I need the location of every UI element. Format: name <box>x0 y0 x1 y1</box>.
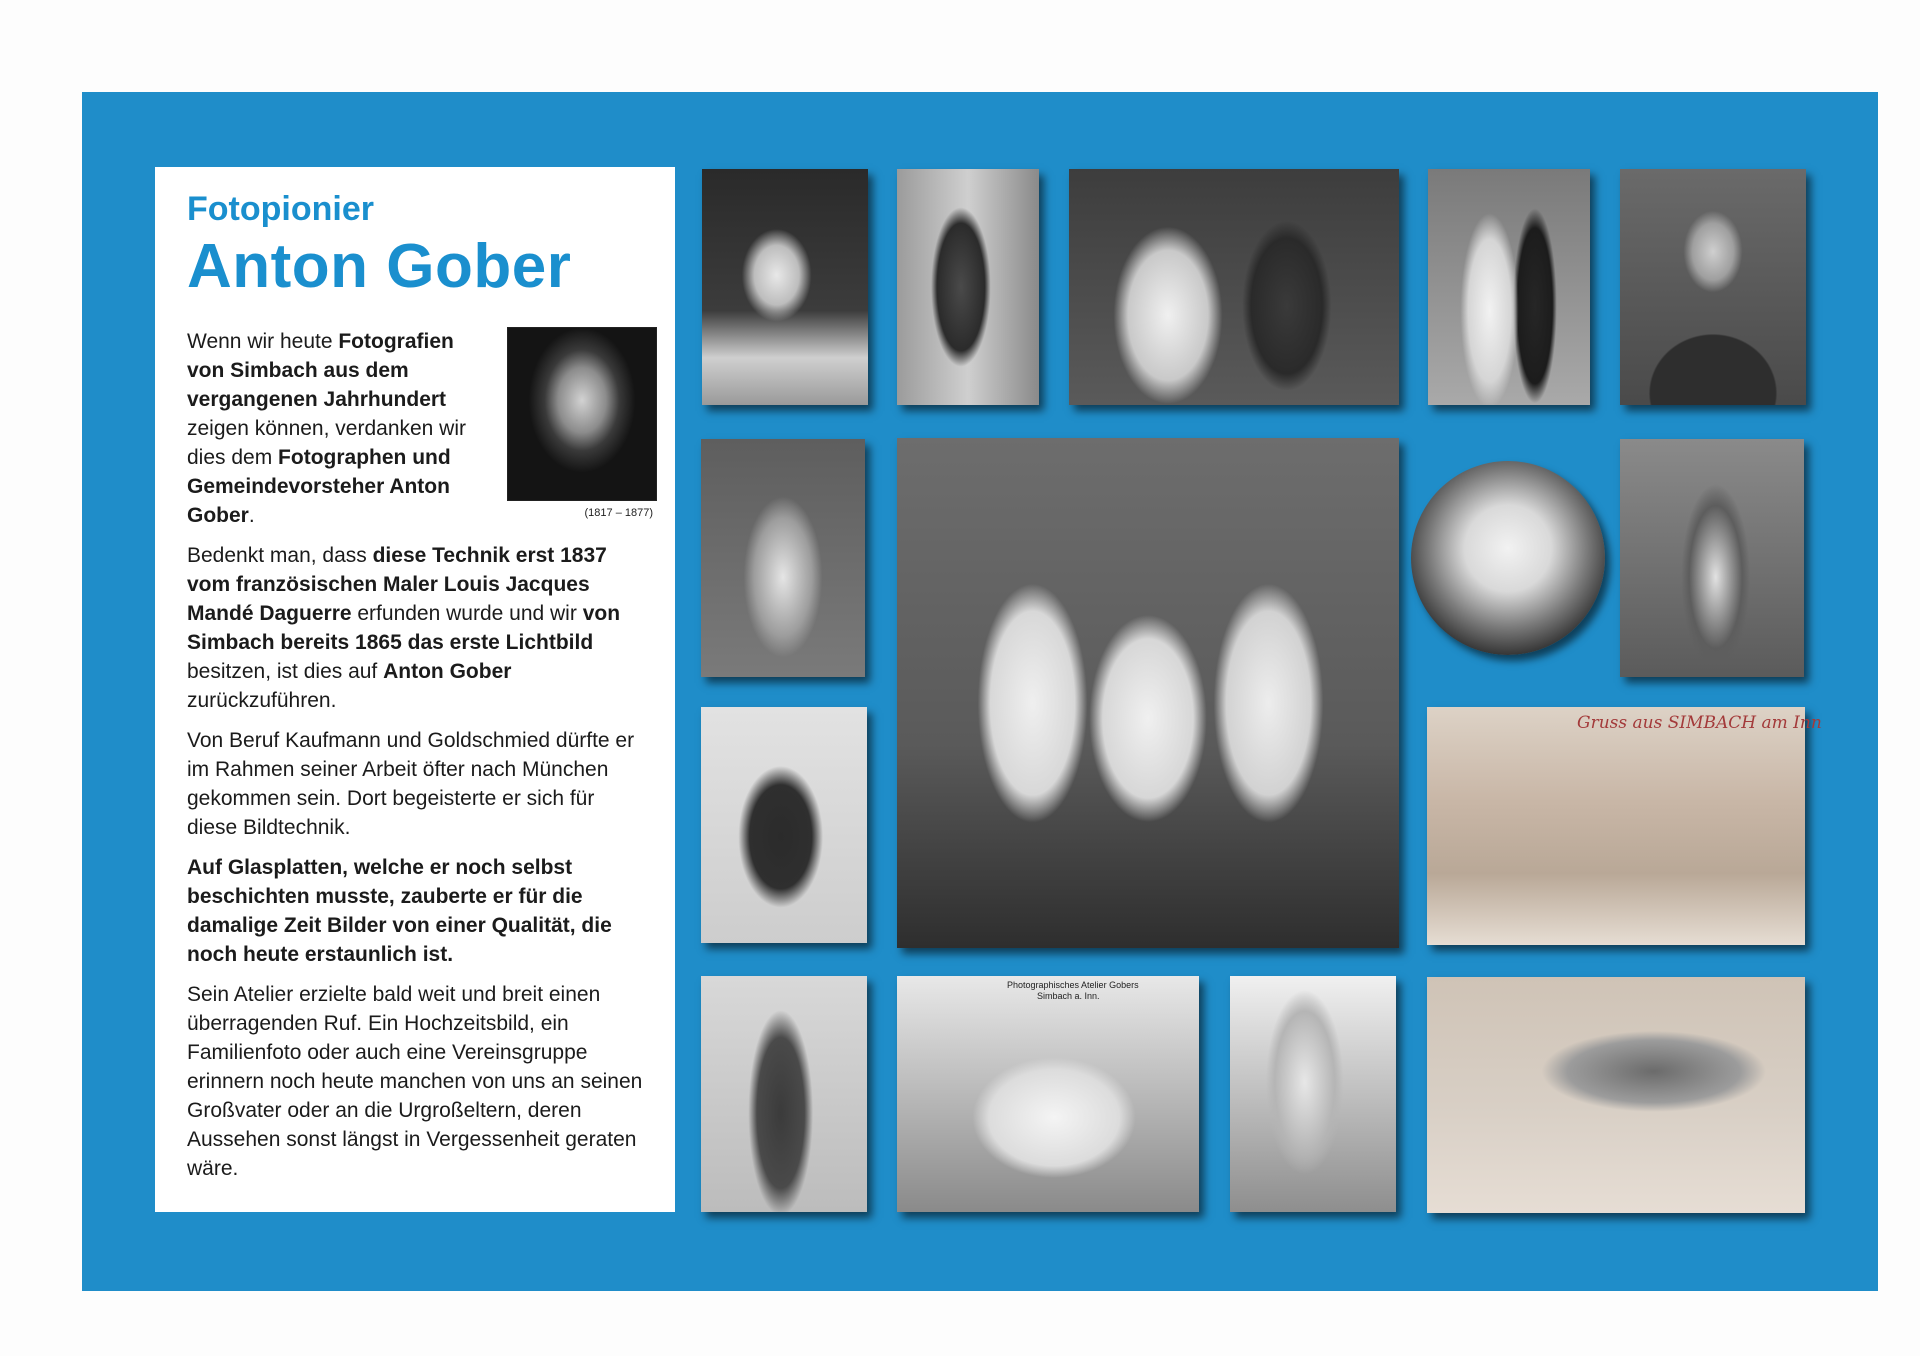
text-run: zeigen können, verdanken wir dies dem <box>187 417 467 470</box>
text-run: . <box>248 504 255 528</box>
paragraph-4 <box>187 853 645 969</box>
text-run: Bedenkt man, dass <box>187 544 373 568</box>
photo-girl-communion-round <box>1411 461 1605 655</box>
photo-seated-couple <box>1069 169 1399 405</box>
photo-two-girls <box>701 707 867 943</box>
text-run: zurückzuführen. <box>187 689 337 713</box>
text-run: Von Beruf Kaufmann und Goldschmied dürfte er im Rahmen seiner Arbeit öfter nach München gekommen sein. Dort begeisterte er sich für diese Bildtechnik. <box>187 729 635 840</box>
intro-section <box>187 327 653 530</box>
text-run: Wenn wir heute <box>187 330 339 354</box>
photo-woman-traditional-dress-seated <box>701 439 865 677</box>
photo-woman-traditional-costume-standing <box>1620 439 1804 677</box>
postcard-gruss-aus-simbach <box>1427 707 1822 945</box>
bold-text-run: Auf Glasplatten, welche er noch selbst beschichten musste, zauberte er für die damalige Zeit Bilder von einer Qualität, die noch heute erstaunlich ist. <box>187 856 612 967</box>
blue-board <box>82 92 1878 1291</box>
paragraph-3 <box>187 726 645 842</box>
postcard-station-still-life <box>1427 977 1805 1213</box>
text-panel <box>155 167 675 1212</box>
photo-atelier-building <box>897 976 1199 1212</box>
bold-text-run: Fotographen und Gemeindevorsteher Anton Gober <box>187 446 451 528</box>
photo-three-children <box>897 438 1399 948</box>
text-run: Sein Atelier erzielte bald weit und breit einen überragenden Ruf. Ein Hochzeitsbild, ein Familienfoto oder auch eine Vereinsgruppe erinnern noch heute manchen von uns an seinen Großvater oder an die Urgroßeltern, deren Aussehen sonst längst in Vergessenheit geraten wäre. <box>187 983 643 1181</box>
photo-wedding-couple <box>1428 169 1590 405</box>
text-run: erfunden wurde und wir <box>351 602 583 626</box>
text-run: besitzen, ist dies auf <box>187 660 384 684</box>
photo-baby-on-fur <box>702 169 868 405</box>
photo-soldier-uniform <box>897 169 1039 405</box>
bold-text-run: Fotografien von Simbach aus dem vergangenen Jahrhundert <box>187 330 454 412</box>
subtitle: Fotopionier <box>187 190 374 228</box>
bold-text-run: Anton Gober <box>383 660 512 684</box>
photo-tall-house-with-people <box>1230 976 1396 1212</box>
page-title: Anton Gober <box>187 232 572 302</box>
atelier-caption-line2: Simbach a. Inn. <box>1037 991 1100 1001</box>
portrait-caption: (1817 – 1877) <box>584 507 653 520</box>
postcard-title: Gruss aus SIMBACH am Inn <box>1577 713 1822 733</box>
paragraph-1 <box>187 327 487 530</box>
photo-man-mustache-portrait <box>1620 169 1806 405</box>
bold-text-run: diese Technik erst 1837 vom französischen Maler Louis Jacques Mandé Daguerre <box>187 544 607 626</box>
anton-gober-portrait <box>507 327 657 501</box>
photo-standing-woman <box>701 976 867 1212</box>
paragraph-5 <box>187 980 645 1183</box>
bold-text-run: von Simbach bereits 1865 das erste Lichtbild <box>187 602 621 655</box>
atelier-caption-line1: Photographisches Atelier Gobers <box>1007 980 1139 990</box>
paragraph-2 <box>187 541 645 715</box>
